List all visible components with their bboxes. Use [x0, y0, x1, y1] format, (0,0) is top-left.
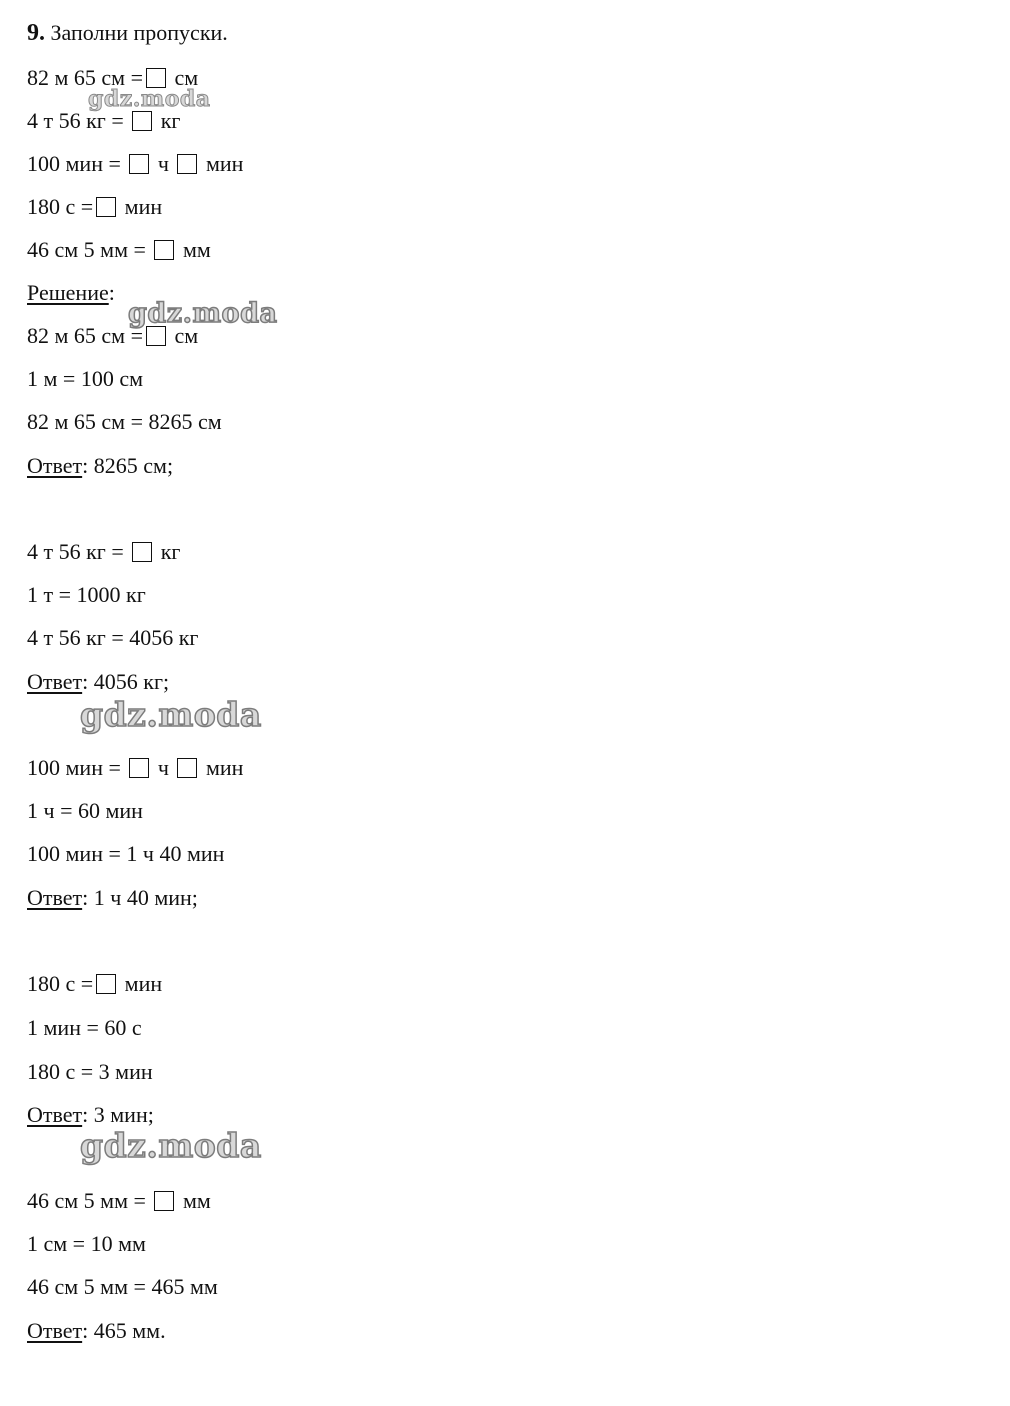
task-item-unit: ч [157, 151, 169, 176]
problem-unit: мин [205, 755, 244, 780]
task-item-unit: мин [205, 151, 244, 176]
solution-answer [27, 1316, 166, 1346]
answer-value: : 8265 см; [82, 453, 174, 478]
solution-rule: 1 м = 100 см [27, 366, 144, 391]
task-heading [27, 18, 228, 48]
problem-left: 180 с = [27, 971, 94, 996]
solution-colon: : [108, 280, 115, 305]
blank-box [96, 974, 116, 994]
blank-box [132, 542, 152, 562]
task-item-unit: мм [182, 237, 211, 262]
task-item [27, 149, 243, 179]
answer-label: Ответ [27, 453, 83, 478]
task-item-unit: мин [124, 194, 163, 219]
solution-calc: 82 м 65 см = 8265 см [27, 409, 222, 434]
answer-label: Ответ [27, 885, 83, 910]
solution-heading [27, 278, 115, 308]
task-item-unit: кг [160, 108, 181, 133]
solution-answer [27, 667, 169, 697]
problem-left: 4 т 56 кг = [27, 539, 124, 564]
answer-value: : 465 мм. [82, 1318, 166, 1343]
task-item-unit: см [174, 65, 199, 90]
solution-calc: 100 мин = 1 ч 40 мин [27, 841, 225, 866]
problem-left: 100 мин = [27, 755, 121, 780]
watermark: gdz.moda [80, 1126, 262, 1165]
answer-label: Ответ [27, 1318, 83, 1343]
solution-answer [27, 451, 173, 481]
solution-calc: 180 с = 3 мин [27, 1059, 153, 1084]
solution-rule: 1 см = 10 мм [27, 1231, 146, 1256]
solution-rule: 1 мин = 60 с [27, 1015, 142, 1040]
watermark: gdz.moda [88, 86, 211, 112]
solution-rule: 1 ч = 60 мин [27, 798, 143, 823]
problem-unit: мин [124, 971, 163, 996]
blank-box [177, 154, 197, 174]
blank-box [132, 111, 152, 131]
answer-label: Ответ [27, 1102, 83, 1127]
answer-value: : 4056 кг; [82, 669, 170, 694]
problem-unit: ч [157, 755, 169, 780]
blank-box [177, 758, 197, 778]
problem-left: 82 м 65 см = [27, 323, 144, 348]
answer-value: : 1 ч 40 мин; [82, 885, 198, 910]
solution-label: Решение [27, 280, 109, 305]
blank-box [146, 326, 166, 346]
blank-box [146, 68, 166, 88]
watermark: gdz.moda [128, 298, 278, 329]
task-item-left: 4 т 56 кг = [27, 108, 124, 133]
task-item-left: 46 см 5 мм = [27, 237, 146, 262]
blank-box [154, 240, 174, 260]
solution-problem [27, 753, 243, 783]
answer-value: : 3 мин; [82, 1102, 154, 1127]
task-item-left: 100 мин = [27, 151, 121, 176]
blank-box [129, 758, 149, 778]
problem-unit: кг [160, 539, 181, 564]
problem-unit: мм [182, 1188, 211, 1213]
task-item [27, 192, 162, 222]
solution-problem [27, 1186, 211, 1216]
problem-unit: см [174, 323, 199, 348]
task-title: Заполни пропуски. [50, 20, 228, 45]
solution-problem [27, 969, 162, 999]
task-item-left: 82 м 65 см = [27, 65, 144, 90]
blank-box [96, 197, 116, 217]
watermark: gdz.moda [80, 695, 262, 734]
answer-label: Ответ [27, 669, 83, 694]
blank-box [154, 1191, 174, 1211]
solution-calc: 46 см 5 мм = 465 мм [27, 1274, 218, 1299]
solution-rule: 1 т = 1000 кг [27, 582, 146, 607]
solution-answer [27, 883, 198, 913]
task-item [27, 235, 211, 265]
solution-calc: 4 т 56 кг = 4056 кг [27, 625, 199, 650]
blank-box [129, 154, 149, 174]
task-number: 9. [27, 20, 45, 46]
solution-problem [27, 537, 180, 567]
task-item-left: 180 с = [27, 194, 94, 219]
problem-left: 46 см 5 мм = [27, 1188, 146, 1213]
